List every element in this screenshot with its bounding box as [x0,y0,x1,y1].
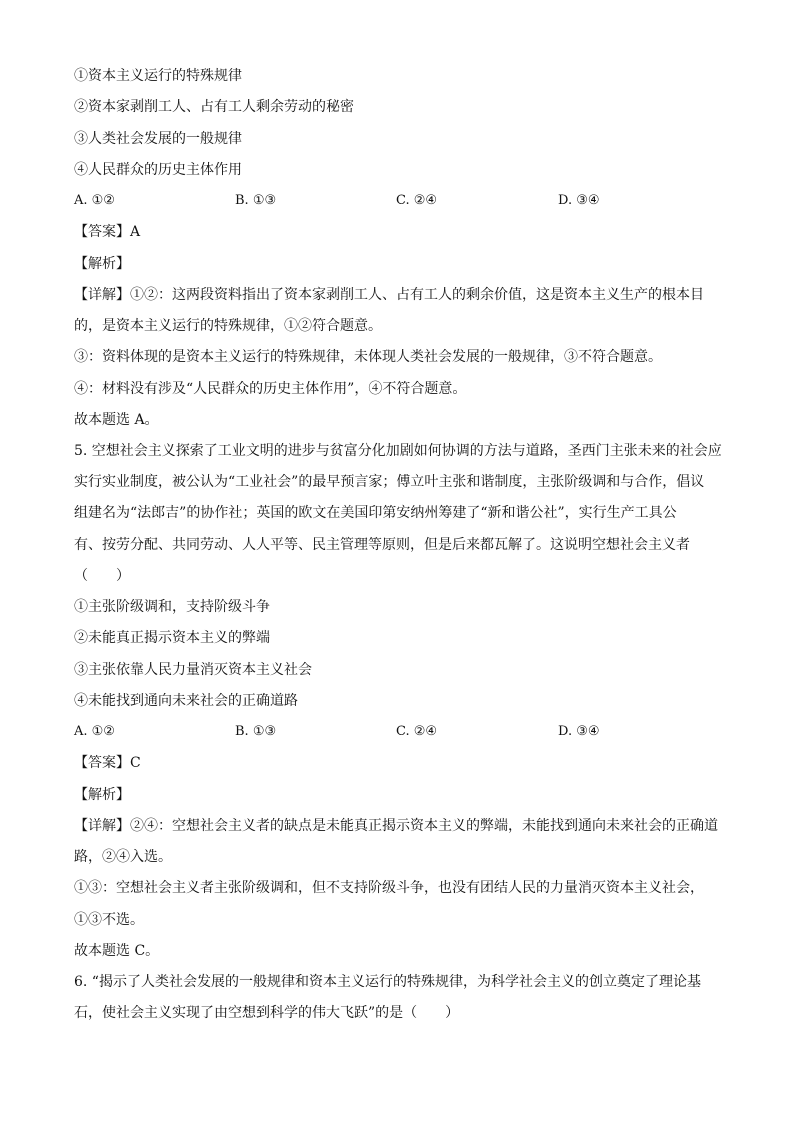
q4-option-c: C. ②④ [396,193,438,208]
q4-item-1: ①资本主义运行的特殊规律 [74,68,242,84]
q4-detail-line-2: 的，是资本主义运行的特殊规律，①②符合题意。 [74,318,382,334]
q5-stem-line-4: 有、按劳分配、共同劳动、人人平等、民主管理等原则，但是后来都瓦解了。这说明空想社会主义者 [74,537,690,553]
q4-analysis-label: 【解析】 [74,256,130,272]
q4-detail-line-4: ④：材料没有涉及“人民群众的历史主体作用”，④不符合题意。 [74,381,467,397]
q5-detail-line-1: 【详解】②④：空想社会主义者的缺点是未能真正揭示资本主义的弊端，未能找到通向未来社会的正确道 [74,818,718,834]
q5-stem-line-2: 实行实业制度，被公认为“工业社会”的最早预言家；傅立叶主张和谐制度，主张阶级调和与合作，倡议 [74,474,705,490]
q4-item-2: ②资本家剥削工人、占有工人剩余劳动的秘密 [74,99,354,115]
q4-detail-line-5: 故本题选 A。 [74,412,159,428]
q5-option-a: A. ①② [74,724,115,739]
q4-item-4: ④人民群众的历史主体作用 [74,162,242,178]
q6-stem-line-2: 石，使社会主义实现了由空想到科学的伟大飞跃”的是（ ） [74,1005,460,1021]
q5-item-4: ④未能找到通向未来社会的正确道路 [74,693,298,709]
q5-item-1: ①主张阶级调和，支持阶级斗争 [74,599,270,615]
q4-option-d: D. ③④ [558,193,600,208]
q4-detail-line-1: 【详解】①②：这两段资料指出了资本家剥削工人、占有工人的剩余价值，这是资本主义生产的根本目 [74,287,704,303]
q5-option-d: D. ③④ [558,724,600,739]
q5-option-b: B. ①③ [235,724,277,739]
q5-stem-line-5: （ ） [74,568,130,584]
q5-item-3: ③主张依靠人民力量消灭资本主义社会 [74,662,312,678]
q5-item-2: ②未能真正揭示资本主义的弊端 [74,630,270,646]
q4-detail-line-3: ③：资料体现的是资本主义运行的特殊规律，未体现人类社会发展的一般规律，③不符合题意。 [74,349,662,365]
q5-detail-line-3: ①③：空想社会主义者主张阶级调和，但不支持阶级斗争，也没有团结人民的力量消灭资本主义社会， [74,880,704,896]
q5-detail-line-5: 故本题选 C。 [74,943,160,959]
q5-stem-line-1: 5. 空想社会主义探索了工业文明的进步与贫富分化加剧如何协调的方法与道路，圣西门主张未来的社会应 [74,443,722,459]
q6-stem-line-1: 6. “揭示了人类社会发展的一般规律和资本主义运行的特殊规律，为科学社会主义的创立奠定了理论基 [74,974,701,990]
q5-answer: 【答案】C [74,755,141,771]
q4-option-a: A. ①② [74,193,115,208]
q5-detail-line-2: 路，②④入选。 [74,849,172,865]
q5-option-c: C. ②④ [396,724,438,739]
q5-analysis-label: 【解析】 [74,787,130,803]
q4-item-3: ③人类社会发展的一般规律 [74,131,242,147]
q5-detail-line-4: ①③不选。 [74,912,144,928]
q5-stem-line-3: 组建名为“法郎吉”的协作社；英国的欧文在美国印第安纳州筹建了“新和谐公社”，实行生产工具公 [74,505,677,521]
q4-option-b: B. ①③ [235,193,277,208]
q4-answer: 【答案】A [74,224,141,240]
